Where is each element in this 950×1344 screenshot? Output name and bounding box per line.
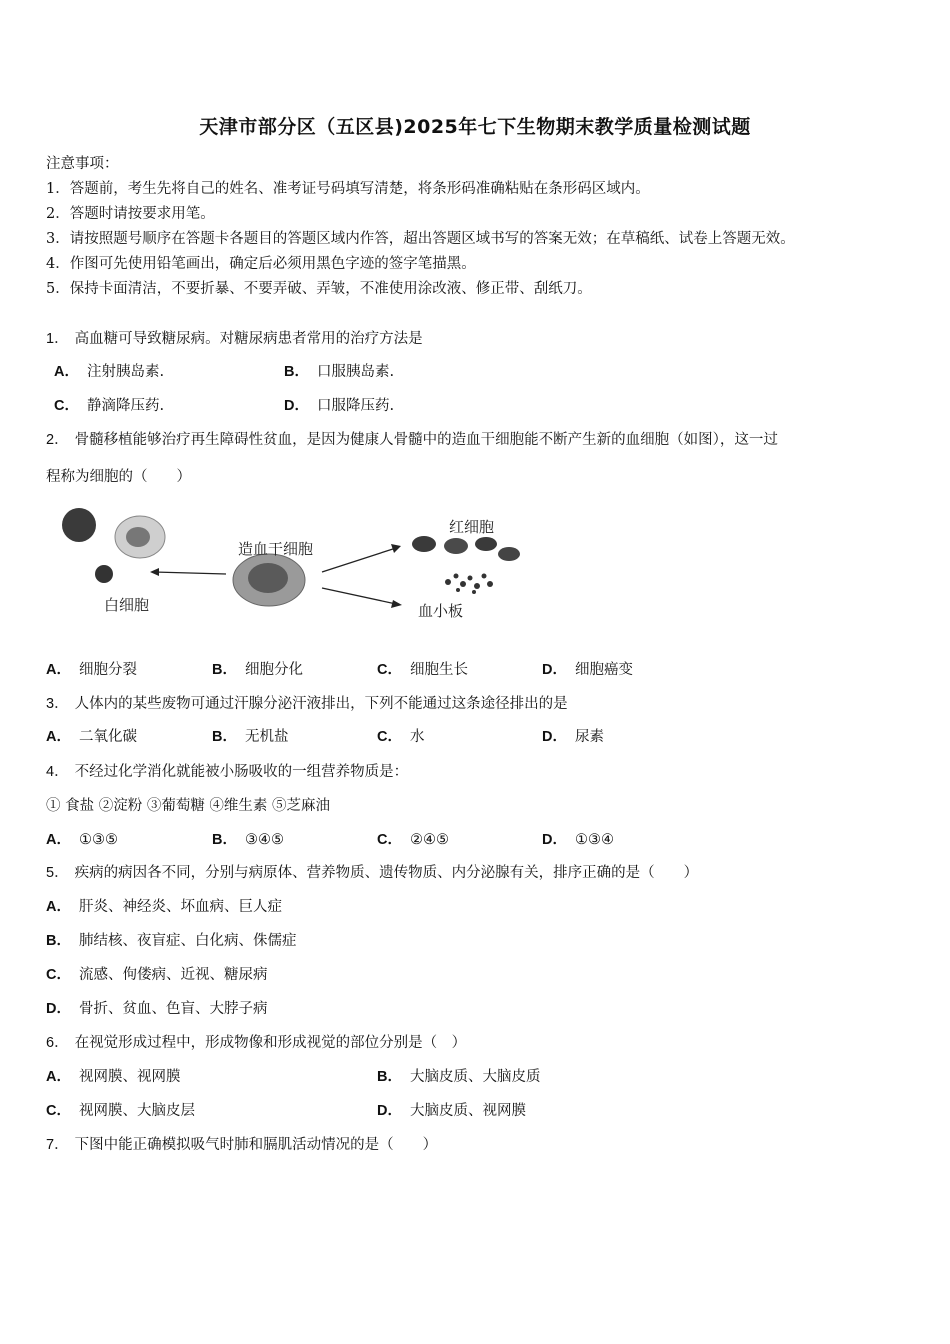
q6-option-a[interactable]: A． 视网膜、视网膜 (46, 1069, 181, 1085)
question-3-stem: 3． 人体内的某些废物可通过汗腺分泌汗液排出，下列不能通过这条途径排出的是 (46, 696, 568, 712)
q4-option-a[interactable]: A． ①③⑤ (46, 832, 118, 848)
q2-option-d[interactable]: D． 细胞癌变 (542, 662, 633, 678)
q1-option-a[interactable]: A． 注射胰岛素. (54, 364, 165, 380)
page-title: 天津市部分区（五区县)2025年七下生物期末教学质量检测试题 (199, 116, 751, 138)
q5-option-b[interactable]: B． 肺结核、夜盲症、白化病、侏儒症 (46, 933, 297, 949)
q5-option-a[interactable]: A． 肝炎、神经炎、坏血病、巨人症 (46, 899, 282, 915)
question-number: 4． (46, 764, 69, 780)
question-4-items: ① 食盐 ②淀粉 ③葡萄糖 ④维生素 ⑤芝麻油 (46, 798, 331, 814)
label-white-cell: 白细胞 (104, 596, 150, 614)
arrow-to-white (154, 572, 226, 574)
arrow-head-icon (391, 544, 401, 553)
label-stem-cell: 造血干细胞 (238, 540, 314, 558)
white-cell-icon (62, 508, 96, 542)
nucleus-icon (126, 527, 150, 547)
q1-option-c[interactable]: C． 静滴降压药. (54, 398, 165, 414)
question-4-stem: 4． 不经过化学消化就能被小肠吸收的一组营养物质是： (46, 764, 409, 780)
q3-option-b[interactable]: B． 无机盐 (212, 729, 289, 745)
q6-option-c[interactable]: C． 视网膜、大脑皮层 (46, 1103, 195, 1119)
question-number: 1． (46, 331, 69, 347)
arrow-head-icon (150, 568, 159, 576)
question-5-stem: 5． 疾病的病因各不同，分别与病原体、营养物质、遗传物质、内分泌腺有关，排序正确的是（ ） (46, 865, 699, 881)
q1-option-b[interactable]: B． 口服胰岛素. (284, 364, 395, 380)
q5-option-c[interactable]: C． 流感、佝偻病、近视、糖尿病 (46, 967, 268, 983)
nucleus-icon (248, 563, 288, 593)
white-cell-icon (95, 565, 113, 583)
question-2-stem-cont: 程称为细胞的（ ） (46, 469, 191, 485)
arrow-to-platelet (322, 588, 396, 604)
question-number: 7． (46, 1137, 69, 1153)
red-cell-icon (498, 547, 520, 561)
q5-option-d[interactable]: D． 骨折、贫血、色盲、大脖子病 (46, 1001, 268, 1017)
question-number: 3． (46, 696, 69, 712)
notice-item: 4．作图可先使用铅笔画出，确定后必须用黑色字迹的签字笔描黑。 (46, 256, 476, 272)
notice-item: 5．保持卡面清洁，不要折暴、不要弄破、弄皱，不准使用涂改液、修正带、刮纸刀。 (46, 281, 592, 297)
notice-item: 3．请按照题号顺序在答题卡各题目的答题区域内作答，超出答题区域书写的答案无效；在草稿纸、试卷上答题无效。 (46, 231, 795, 247)
q3-option-a[interactable]: A． 二氧化碳 (46, 729, 137, 745)
question-7-stem: 7． 下图中能正确模拟吸气时肺和膈肌活动情况的是（ ） (46, 1137, 438, 1153)
arrow-to-red (322, 548, 396, 572)
q2-option-c[interactable]: C． 细胞生长 (377, 662, 468, 678)
notice-item: 2．答题时请按要求用笔。 (46, 206, 215, 222)
notice-item: 1．答题前，考生先将自己的姓名、准考证号码填写清楚，将条形码准确粘贴在条形码区域内。 (46, 181, 650, 197)
question-2-stem: 2． 骨髓移植能够治疗再生障碍性贫血，是因为健康人骨髓中的造血干细胞能不断产生新的血细胞（如图），这一过 (46, 432, 778, 448)
platelets-icon (445, 574, 493, 595)
q4-option-d[interactable]: D． ①③④ (542, 832, 614, 848)
red-cell-icon (412, 536, 436, 552)
q2-option-b[interactable]: B． 细胞分化 (212, 662, 303, 678)
question-number: 2． (46, 432, 69, 448)
question-1-stem: 1． 高血糖可导致糖尿病。对糖尿病患者常用的治疗方法是 (46, 331, 423, 347)
blood-cell-diagram (46, 500, 546, 630)
red-cell-icon (444, 538, 468, 554)
label-platelet: 血小板 (418, 602, 464, 620)
q2-option-a[interactable]: A． 细胞分裂 (46, 662, 137, 678)
question-number: 6． (46, 1035, 69, 1051)
q6-option-d[interactable]: D． 大脑皮质、视网膜 (377, 1103, 526, 1119)
q1-option-d[interactable]: D． 口服降压药. (284, 398, 395, 414)
q6-option-b[interactable]: B． 大脑皮质、大脑皮质 (377, 1069, 541, 1085)
q4-option-c[interactable]: C． ②④⑤ (377, 832, 449, 848)
arrow-head-icon (391, 600, 402, 608)
q3-option-d[interactable]: D． 尿素 (542, 729, 604, 745)
notice-header: 注意事项： (46, 156, 119, 172)
q4-option-b[interactable]: B． ③④⑤ (212, 832, 284, 848)
q3-option-c[interactable]: C． 水 (377, 729, 425, 745)
red-cell-icon (475, 537, 497, 551)
label-red-cell: 红细胞 (449, 518, 495, 536)
question-number: 5． (46, 865, 69, 881)
question-6-stem: 6． 在视觉形成过程中，形成物像和形成视觉的部位分别是（ ） (46, 1035, 467, 1051)
